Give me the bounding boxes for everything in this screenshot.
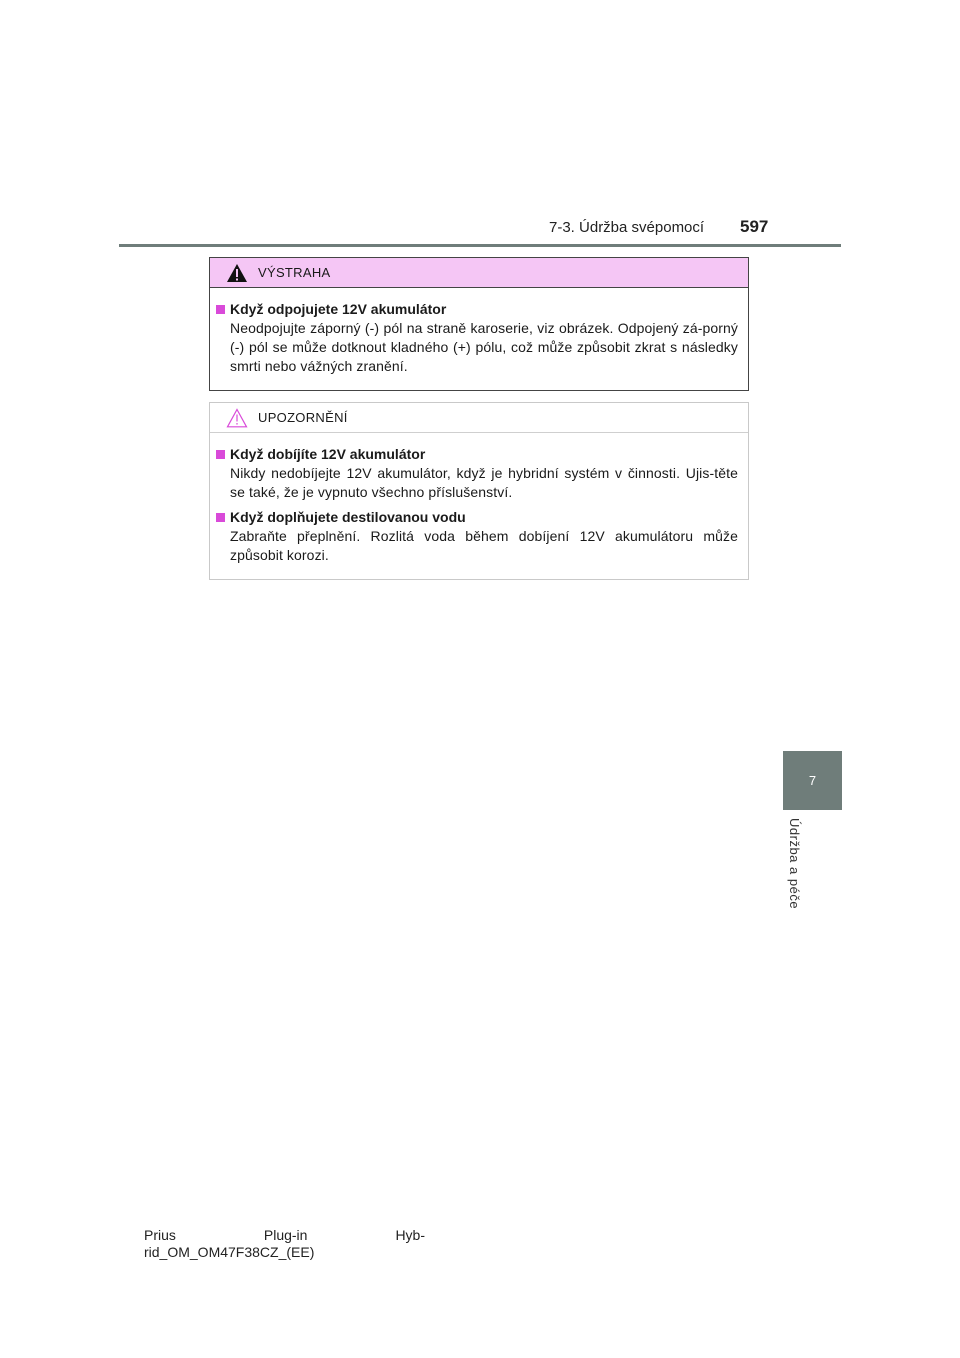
caution-item-text: Zabraňte přeplnění. Rozlitá voda během dobíjení 12V akumulátoru může způsobit korozi. bbox=[230, 528, 738, 563]
warning-triangle-filled-icon bbox=[226, 263, 248, 283]
warning-item-text: Neodpojujte záporný (-) pól na straně karoserie, viz obrázek. Odpojený zá-porný (-) pól se může dotknout kladného (+) pólu, což může způsobit zkrat s následky smrti nebo vážných zranění. bbox=[230, 320, 738, 374]
caution-item-title: Když dobíjíte 12V akumulátor bbox=[230, 446, 426, 462]
caution-box-header bbox=[210, 403, 748, 433]
chapter-tab bbox=[783, 751, 842, 810]
caution-item bbox=[216, 508, 738, 565]
square-bullet-icon bbox=[216, 513, 225, 522]
caution-item bbox=[216, 445, 738, 502]
section-title: 7-3. Údržba svépomocí bbox=[549, 219, 705, 236]
caution-heading: UPOZORNĚNÍ bbox=[258, 410, 348, 425]
warning-item-title: Když odpojujete 12V akumulátor bbox=[230, 301, 447, 317]
caution-item-title: Když doplňujete destilovanou vodu bbox=[230, 509, 466, 525]
chapter-number: 7 bbox=[808, 773, 817, 788]
footer-word: Prius bbox=[144, 1227, 176, 1243]
footer-code: rid_OM_OM47F38CZ_(EE) bbox=[144, 1244, 315, 1260]
footer-doc-id bbox=[144, 1227, 425, 1261]
chapter-side-title: Údržba a péče bbox=[787, 818, 802, 910]
page-number: 597 bbox=[740, 217, 769, 236]
footer-word: Hyb- bbox=[395, 1227, 425, 1243]
warning-heading: VÝSTRAHA bbox=[258, 265, 331, 280]
caution-triangle-outline-icon bbox=[226, 408, 248, 428]
footer-word: Plug-in bbox=[263, 1227, 308, 1243]
warning-item bbox=[216, 300, 738, 376]
warning-box bbox=[209, 257, 749, 391]
warning-box-header bbox=[210, 258, 748, 288]
square-bullet-icon bbox=[216, 305, 225, 314]
caution-box bbox=[209, 402, 749, 580]
caution-item-text: Nikdy nedobíjejte 12V akumulátor, když je hybridní systém v činnosti. Ujis-těte se také, že je vypnuto všechno příslušenství. bbox=[230, 465, 738, 500]
square-bullet-icon bbox=[216, 450, 225, 459]
header-divider bbox=[119, 244, 841, 247]
